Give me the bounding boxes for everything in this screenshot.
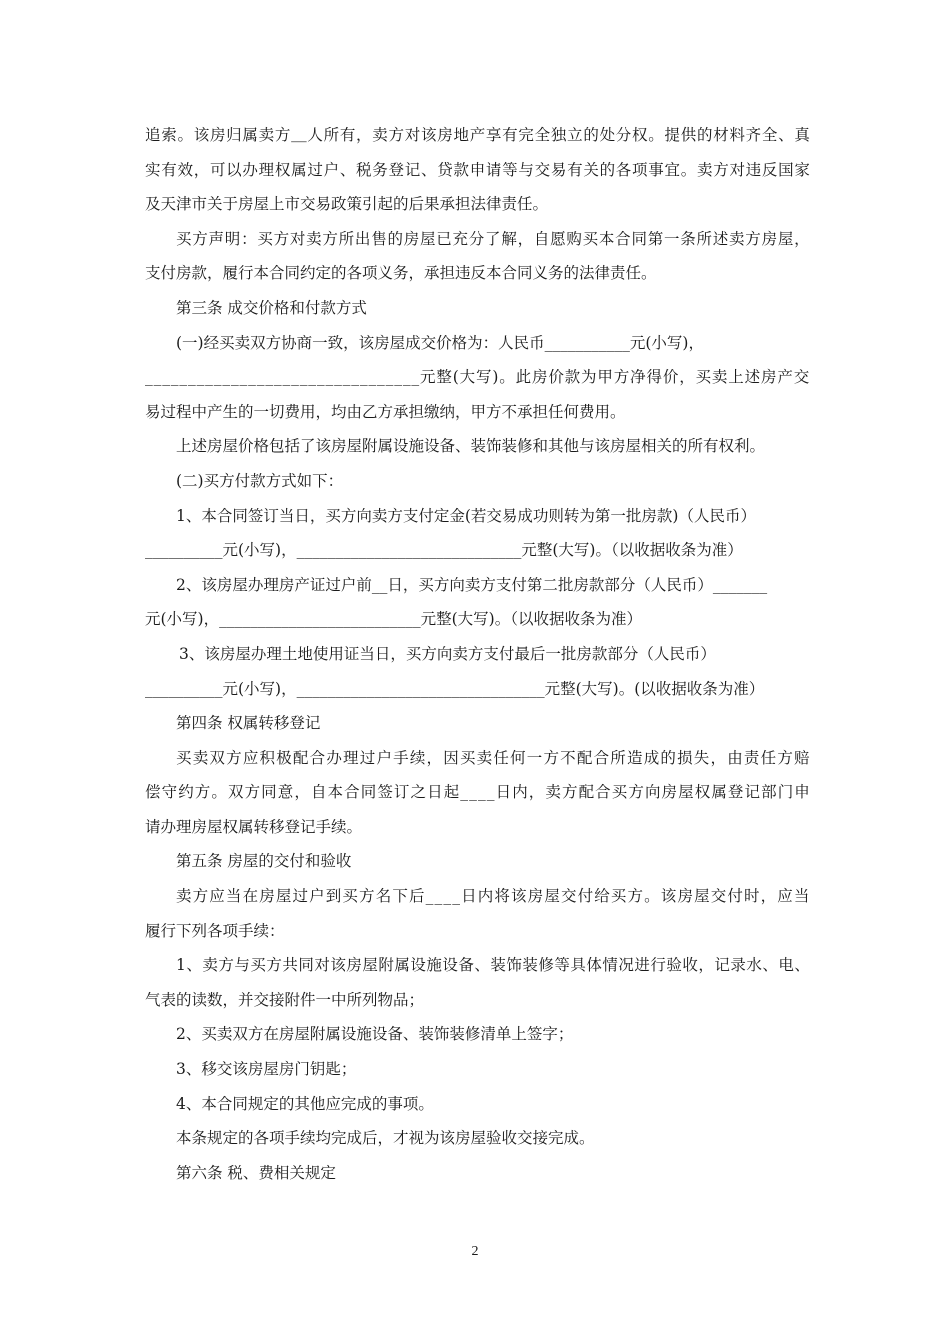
text-line: 3、该房屋办理土地使用证当日，买方向卖方支付最后一批房款部分（人民币） — [179, 644, 716, 663]
text-line: 买 方 声 明 ： 买 方 对 卖 方 所 出 售 的 房 屋 已 充 分 了 解 ， 自 愿 购 买 本 合 同 第 一 条 所 述 卖 方 房 屋 ， — [176, 229, 810, 248]
text-line: 上述房屋价格包括了该房屋附属设施设备、装饰装修和其他与该房屋相关的所有权利。 — [176, 437, 766, 456]
text-line: 2、该房屋办理房产证过户前__日，买方向卖方支付第二批房款部分（人民币）_______ — [176, 575, 768, 594]
text-line: 追 索 。 该 房 归 属 卖 方 ＿ 人 所 有 ， 卖 方 对 该 房 地 产 享 有 完 全 独 立 的 处 分 权 。 提 供 的 材 料 齐 全 、 真 — [145, 126, 810, 144]
text-line: 卖 方 应 当 在 房 屋 过 户 到 买 方 名 下 后 _ _ _ _ 日 内 将 该 房 屋 交 付 给 买 方 。 该 房 屋 交 付 时 ， 应 当 — [176, 887, 810, 906]
text-line: 请办理房屋权属转移登记手续。 — [145, 817, 363, 836]
text-line: 实 有 效 ， 可 以 办 理 权 属 过 户 、 税 务 登 记 、 贷 款 申 请 等 与 交 易 有 关 的 各 项 事 宜 。 卖 方 对 违 反 国 家 — [145, 160, 810, 179]
text-line: (二)买方付款方式如下： — [176, 471, 344, 490]
text-line: 1 、 卖 方 与 买 方 共 同 对 该 房 屋 附 属 设 施 设 备 、 装 饰 装 修 等 具 体 情 况 进 行 验 收 ， 记 录 水 、 电 、 — [176, 956, 810, 975]
contract-body-text — [145, 118, 810, 1190]
text-line: __________元(小写)，_____________________________元整(大写)。（以收据收条为准） — [145, 541, 743, 560]
text-line: _ _ _ _ _ _ _ _ _ _ _ _ _ _ _ _ _ _ _ _ _ _ _ _ _ _ _ _ _ _ _ _ 元 整 ( 大 写 ) 。 此 房 价 款 为 甲 方 净 得 价 ， 买 卖 上 述 房 产 交 — [145, 368, 810, 387]
text-line: 3、移交该房屋房门钥匙； — [176, 1060, 357, 1079]
text-line: 2、买卖双方在房屋附属设施设备、装饰装修清单上签字； — [176, 1025, 574, 1044]
page-number: 2 — [471, 1244, 479, 1259]
text-line: 1、本合同签订当日，买方向卖方支付定金(若交易成功则转为第一批房款)（人民币） — [176, 506, 756, 525]
text-line: 第六条 税、费相关规定 — [176, 1163, 336, 1182]
text-line: 第四条 权属转移登记 — [176, 714, 321, 733]
text-line: 第五条 房屋的交付和验收 — [176, 852, 352, 871]
text-line: 易过程中产生的一切费用，均由乙方承担缴纳，甲方不承担任何费用。 — [145, 402, 626, 421]
text-line: 本条规定的各项手续均完成后，才视为该房屋验收交接完成。 — [176, 1129, 595, 1148]
text-line: 及天津市关于房屋上市交易政策引起的后果承担法律责任。 — [145, 195, 549, 214]
text-line: (一)经买卖双方协商一致，该房屋成交价格为：人民币___________元(小写)， — [176, 333, 704, 352]
text-line: 4、本合同规定的其他应完成的事项。 — [176, 1094, 434, 1113]
text-line: 支付房款，履行本合同约定的各项义务，承担违反本合同义务的法律责任。 — [145, 264, 657, 283]
text-line: 买 卖 双 方 应 积 极 配 合 办 理 过 户 手 续 ， 因 买 卖 任 何 一 方 不 配 合 所 造 成 的 损 失 ， 由 责 任 方 赔 — [176, 748, 810, 767]
text-line: 元(小写)，__________________________元整(大写)。（以收据收条为准） — [145, 610, 642, 629]
text-line: 偿 守 约 方 。 双 方 同 意 ， 自 本 合 同 签 订 之 日 起 _ _ _ _ 日 内 ， 卖 方 配 合 买 方 向 房 屋 权 属 登 记 部 门 申 — [145, 783, 810, 802]
text-line: 履行下列各项手续： — [145, 921, 285, 940]
text-line: 第三条 成交价格和付款方式 — [176, 298, 367, 317]
text-line: 气表的读数，并交接附件一中所列物品； — [145, 990, 425, 1009]
text-line: __________元(小写)，________________________________元整(大写)。(以收据收条为准） — [145, 679, 765, 698]
